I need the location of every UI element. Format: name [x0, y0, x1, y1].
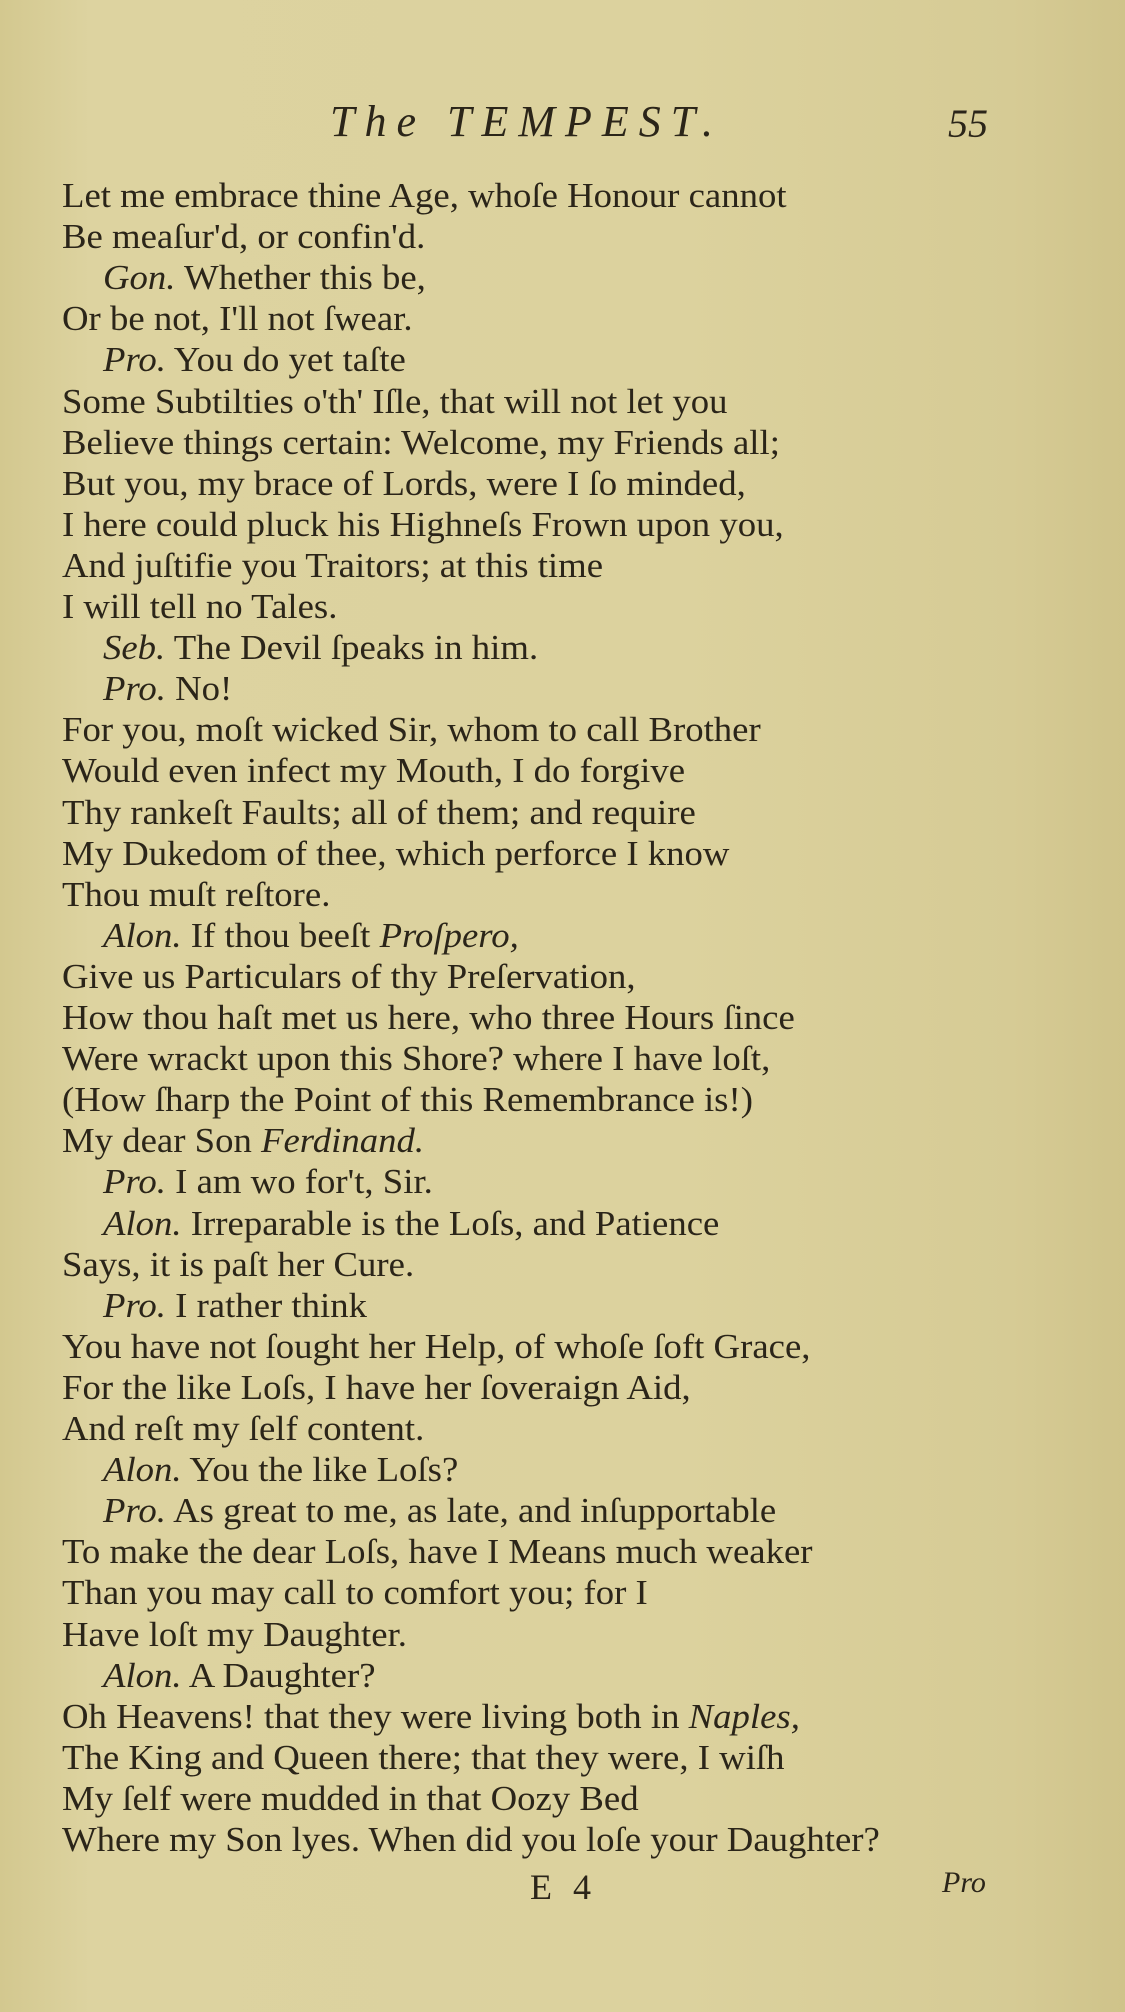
line-text: Thou muſt reſtore. — [62, 874, 331, 914]
text-line — [103, 1161, 433, 1202]
line-text: If thou beeſt — [181, 915, 380, 955]
text-line — [62, 1531, 813, 1572]
line-text: Be meaſur'd, or confin'd. — [62, 217, 426, 257]
line-text: Where my Son lyes. When did you loſe your Daughter? — [62, 1820, 880, 1859]
text-line — [62, 298, 413, 339]
italic-text: Proſpero, — [379, 915, 519, 955]
text-line — [62, 216, 425, 257]
text-line — [62, 956, 636, 997]
line-text: A Daughter? — [181, 1655, 376, 1695]
text-line — [103, 339, 406, 380]
line-text: But you, my brace of Lords, were I ſo minded, — [62, 463, 746, 503]
italic-text: Gon. — [103, 258, 176, 298]
text-line — [62, 1367, 691, 1408]
line-text: For the like Loſs, I have her ſoveraign Aid, — [62, 1367, 691, 1407]
italic-text: Pro. — [103, 669, 166, 709]
line-text: (How ſharp the Point of this Remembrance is!) — [62, 1080, 753, 1120]
line-text: Let me embrace thine Age, whoſe Honour cannot — [62, 176, 787, 215]
text-line — [62, 545, 603, 586]
line-text: Or be not, I'll not ſwear. — [62, 299, 413, 339]
text-line — [62, 1819, 880, 1860]
italic-text: Pro. — [103, 340, 166, 380]
text-line — [103, 1655, 376, 1696]
line-text: Believe things certain: Welcome, my Friends all; — [62, 422, 780, 462]
text-line — [62, 381, 728, 422]
line-text: Says, it is paſt her Cure. — [62, 1244, 415, 1284]
text-line — [62, 792, 696, 833]
text-line — [62, 1244, 414, 1285]
line-text: And juſtifie you Traitors; at this time — [62, 545, 604, 585]
text-line — [62, 997, 795, 1038]
line-text: Were wrackt upon this Shore? where I have loſt, — [62, 1039, 771, 1079]
line-text: You do yet taſte — [165, 340, 406, 380]
line-text: No! — [165, 669, 233, 709]
line-text: Have loſt my Daughter. — [62, 1614, 407, 1654]
text-line — [62, 463, 746, 504]
text-line — [62, 1079, 753, 1120]
italic-text: Alon. — [103, 1450, 182, 1490]
line-text: Some Subtilties o'th' Iſle, that will not let you — [62, 381, 728, 421]
italic-text: Pro. — [103, 1162, 166, 1202]
line-text: Oh Heavens! that they were living both in — [62, 1696, 689, 1736]
line-text: The King and Queen there; that they were, I wiſh — [62, 1737, 785, 1777]
text-line — [62, 750, 685, 791]
text-line — [62, 1572, 648, 1613]
text-line — [62, 1120, 424, 1161]
italic-text: Seb. — [103, 628, 166, 668]
signature-mark: E 4 — [530, 1867, 597, 1907]
italic-text: Naples, — [688, 1696, 800, 1736]
text-line — [62, 1326, 810, 1367]
text-line — [62, 422, 780, 463]
line-text: I here could pluck his Highneſs Frown upon you, — [62, 504, 784, 544]
line-text: And reſt my ſelf content. — [62, 1409, 425, 1448]
text-line — [103, 1203, 719, 1244]
text-line — [62, 504, 784, 545]
italic-text: Pro. — [103, 1491, 166, 1531]
text-line — [103, 1490, 776, 1531]
line-text: My dear Son — [62, 1121, 262, 1161]
line-text: As great to me, as late, and inſupportable — [165, 1491, 777, 1531]
text-line — [62, 1038, 770, 1079]
page-number: 55 — [948, 101, 988, 146]
line-text: For you, moſt wicked Sir, whom to call Brother — [62, 710, 761, 750]
text-line — [62, 175, 787, 216]
line-text: I will tell no Tales. — [62, 587, 338, 626]
line-text: The Devil ſpeaks in him. — [165, 628, 539, 668]
text-line — [103, 915, 519, 956]
text-line — [62, 1696, 800, 1737]
line-text: Whether this be, — [175, 258, 426, 298]
italic-text: Pro. — [103, 1285, 166, 1325]
text-line — [62, 874, 330, 915]
italic-text: Alon. — [103, 1203, 182, 1243]
text-line — [62, 1614, 407, 1655]
line-text: Would even infect my Mouth, I do forgive — [62, 751, 686, 791]
line-text: Irreparable is the Loſs, and Patience — [181, 1203, 720, 1243]
line-text: I am wo for't, Sir. — [165, 1162, 433, 1202]
line-text: Than you may call to comfort you; for I — [62, 1573, 648, 1613]
line-text: My ſelf were mudded in that Oozy Bed — [62, 1778, 639, 1818]
text-line — [62, 1737, 784, 1778]
italic-text: Alon. — [103, 915, 182, 955]
catchword: Pro — [942, 1866, 986, 1899]
line-text: I rather think — [165, 1285, 367, 1325]
line-text: Give us Particulars of thy Preſervation, — [62, 956, 636, 996]
line-text: How thou haſt met us here, who three Hours ſince — [62, 998, 795, 1037]
italic-text: Ferdinand. — [261, 1121, 425, 1161]
text-line — [62, 833, 729, 874]
line-text: You the like Loſs? — [181, 1450, 459, 1490]
line-text: Thy rankeſt Faults; all of them; and require — [62, 792, 696, 832]
running-header: The TEMPEST. — [330, 97, 723, 146]
text-line — [103, 1285, 367, 1326]
line-text: To make the dear Loſs, have I Means much weaker — [62, 1532, 813, 1572]
text-line — [62, 1778, 639, 1819]
text-line — [62, 1408, 424, 1449]
line-text: You have not ſought her Help, of whoſe ſoft Grace, — [62, 1326, 811, 1366]
text-line — [103, 1449, 458, 1490]
line-text: My Dukedom of thee, which perforce I know — [62, 833, 730, 873]
italic-text: Alon. — [103, 1655, 182, 1695]
text-line — [103, 627, 538, 668]
text-line — [62, 586, 337, 627]
text-line — [103, 668, 232, 709]
text-line — [103, 257, 426, 298]
text-line — [62, 709, 761, 750]
